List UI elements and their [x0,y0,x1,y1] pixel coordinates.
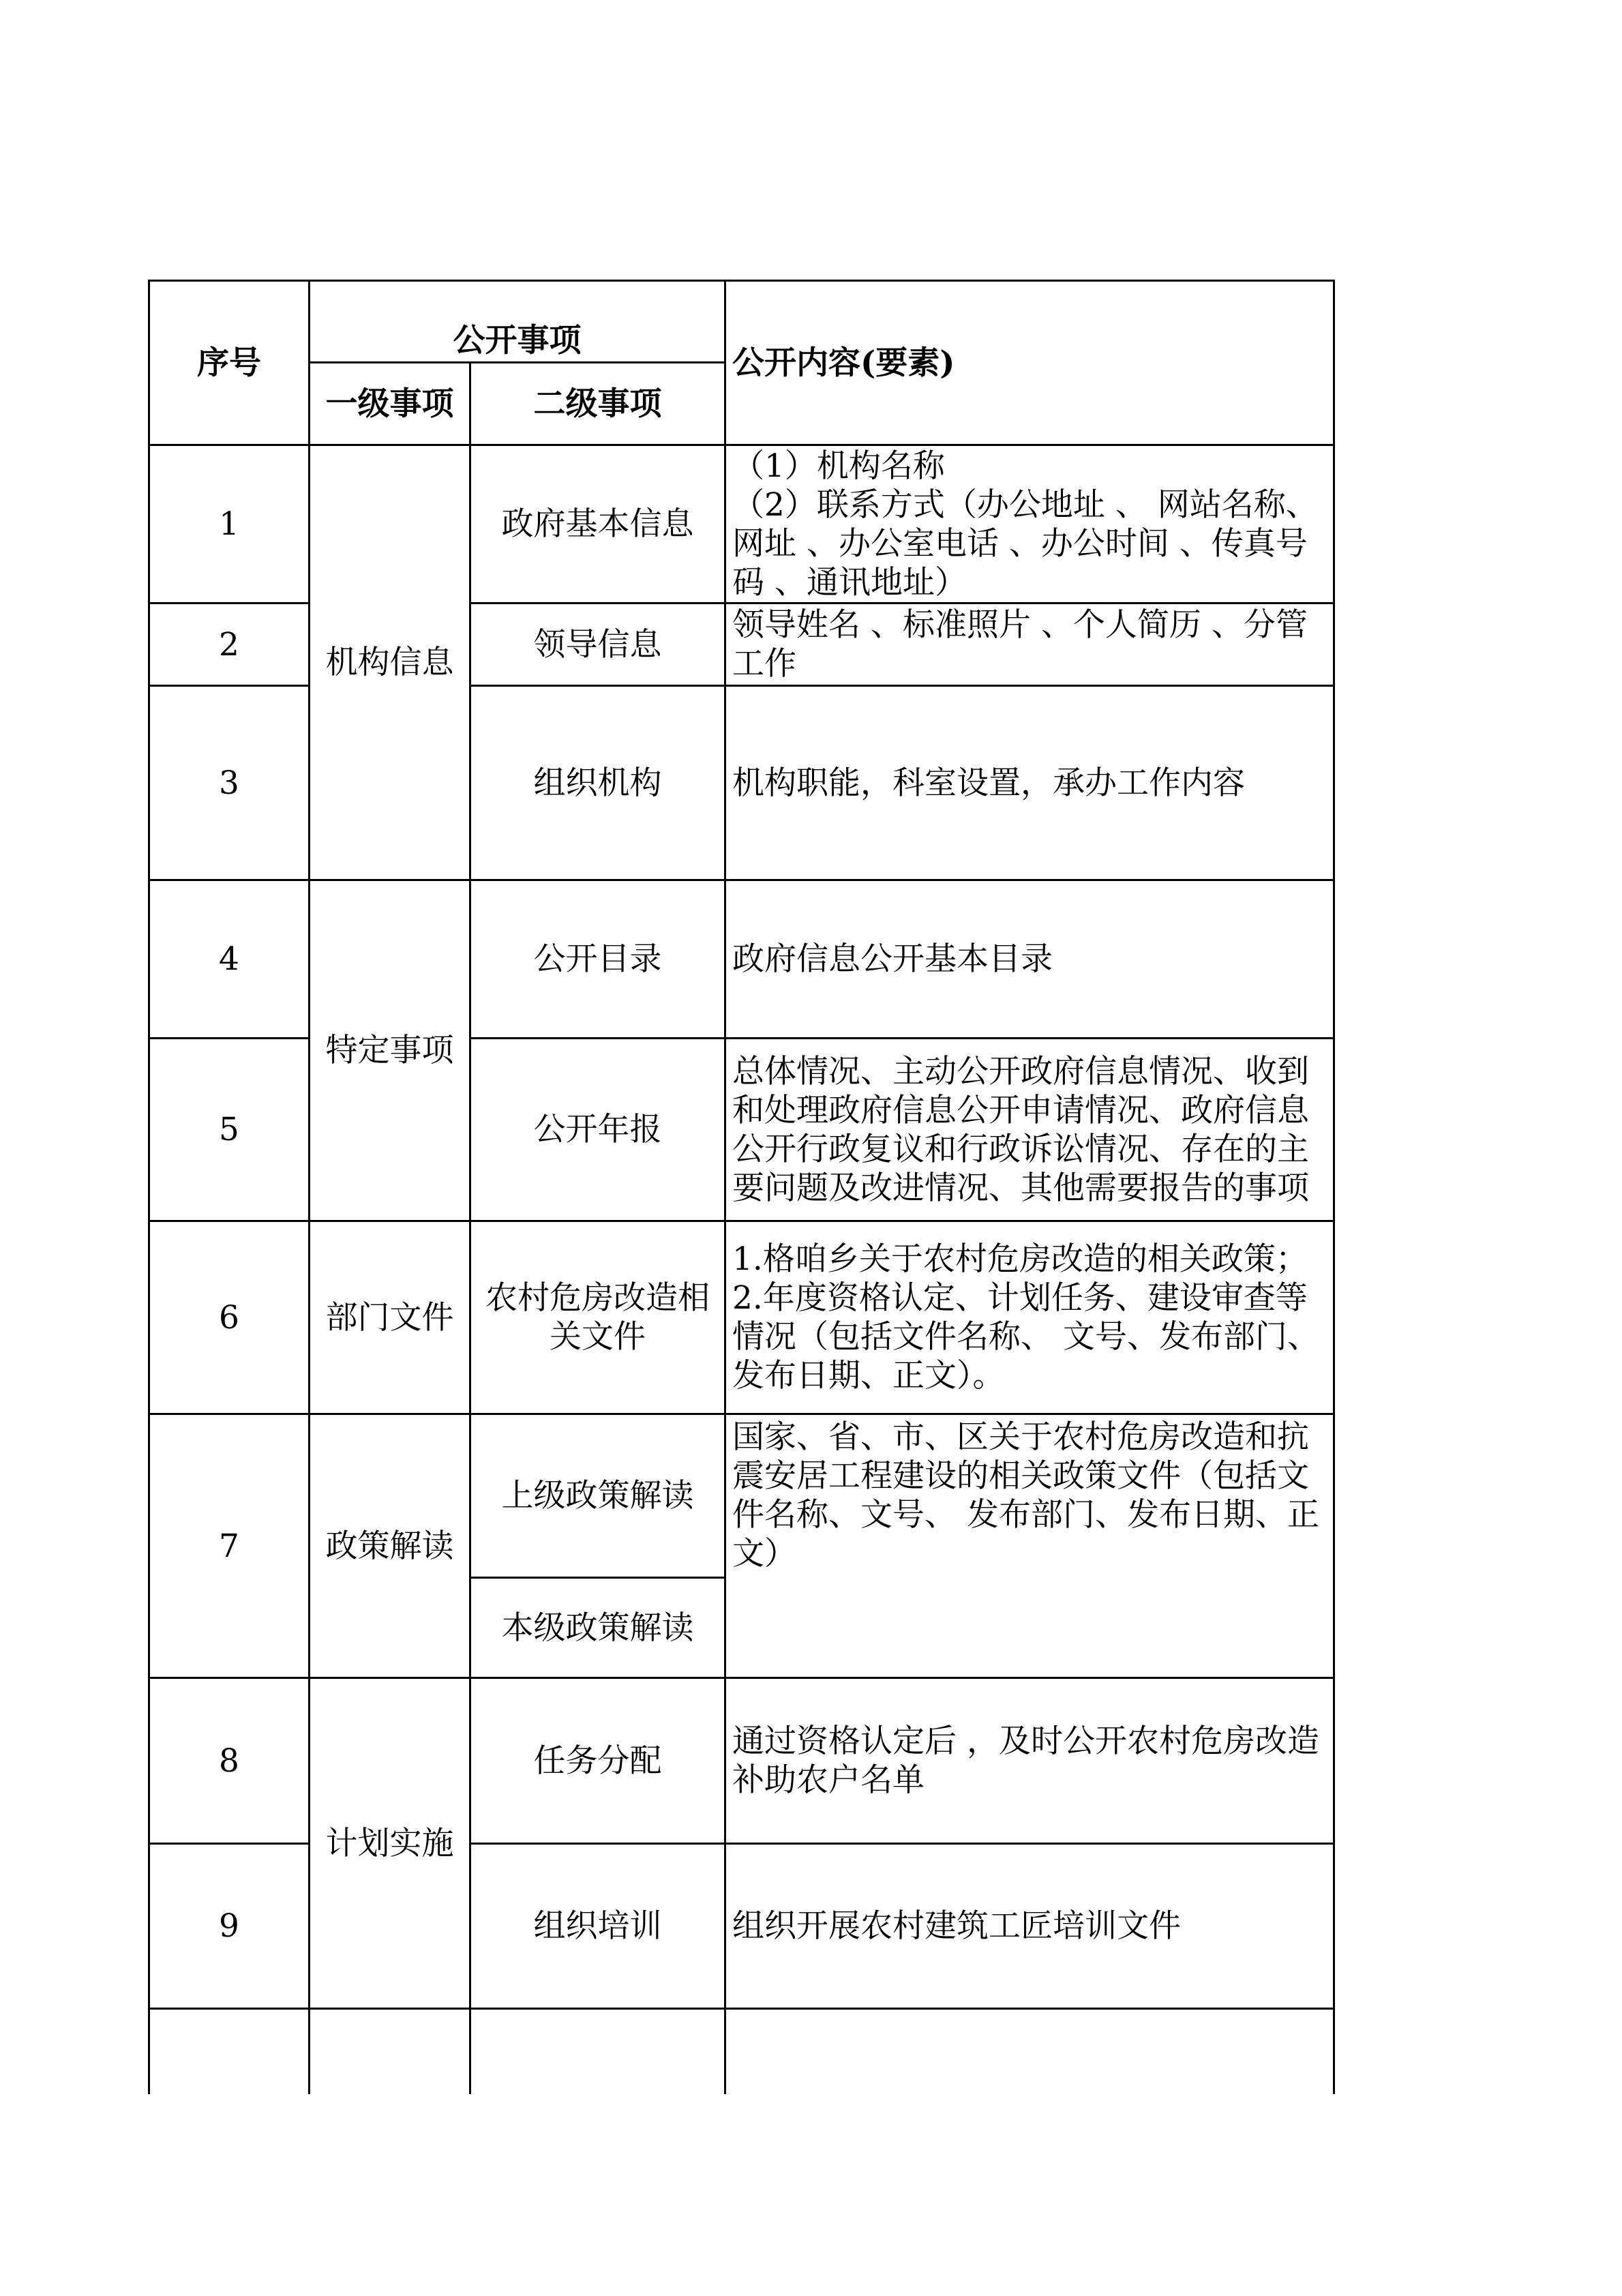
row-2-content [726,604,1333,685]
row-10-serial-empty [150,2010,308,2094]
group-plan-implementation-text: 计划实施 [325,1824,454,1862]
row-3-level2-text: 组织机构 [533,764,662,802]
row-7-level2-text: 上级政策解读 [501,1477,694,1515]
row-2-level2-text: 领导信息 [533,625,662,664]
row-6-serial-text: 6 [219,1298,239,1337]
row-8-content-line-1: 通过资格认定后 ，及时公开农村危房改造补助农户名单 [732,1723,1319,1799]
row-7-level2 [471,1415,724,1577]
row-2-content-line-1: 领导姓名 、标准照片 、个人简历 、分管工作 [732,606,1308,683]
row-4-content [726,881,1333,1037]
group-plan-implementation [310,1679,469,2008]
row-8-content [726,1679,1333,1843]
row-1-content [726,446,1333,602]
row-3-serial-text: 3 [219,764,239,802]
row-5-content [726,1039,1333,1220]
row-1-serial [150,446,308,602]
row-4-serial-text: 4 [219,940,239,978]
row-6-level2 [471,1222,724,1413]
header-disclosure-content [726,282,1333,444]
row-5-level2 [471,1039,724,1220]
group-dept-docs [310,1222,469,1413]
header-serial-number [150,282,308,444]
row-9-level2 [471,1845,724,2008]
row-10-content-empty [726,2010,1333,2094]
group-org-info [310,446,469,879]
row-2-serial-text: 2 [219,625,239,664]
group-specific-items [310,881,469,1220]
row-7-level2-sub [471,1579,724,1677]
row-9-serial-text: 9 [219,1907,239,1945]
row-6-level2-text: 农村危房改造相关文件 [485,1279,710,1356]
header-disclosure-items-text: 公开事项 [453,322,582,359]
row-1-level2 [471,446,724,602]
header-level1-items-text: 一级事项 [325,385,454,423]
row-1-level2-text: 政府基本信息 [501,505,694,543]
row-1-content-line-2: （2）联系方式（办公地址 、 网站名称、网址 、办公室电话 、办公时间 、传真号码 、通讯地址） [732,486,1318,601]
row-4-serial [150,881,308,1037]
header-level1-items [310,363,469,444]
row-6-content-line-1: 1.格咱乡关于农村危房改造的相关政策； [732,1240,1308,1278]
row-9-content-line-1: 组织开展农村建筑工匠培训文件 [732,1907,1181,1945]
group-dept-docs-text: 部门文件 [325,1298,454,1337]
row-3-level2 [471,687,724,879]
row-6-content [726,1222,1333,1413]
row-5-content-line-1: 总体情况、主动公开政府信息情况、收到和处理政府信息公开申请情况、政府信息公开行政复议和行政诉讼情况、存在的主要问题及改进情况、其他需要报告的事项 [732,1052,1309,1207]
row-2-serial [150,604,308,685]
header-level2-items [471,363,724,444]
row-8-level2 [471,1679,724,1843]
row-10-level1-empty [310,2010,469,2094]
row-9-content [726,1845,1333,2008]
group-policy-interpretation [310,1415,469,1677]
row-3-content [726,687,1333,879]
row-7-serial [150,1415,308,1677]
row-5-level2-text: 公开年报 [533,1111,662,1148]
disclosure-table [148,280,1335,2094]
row-4-content-line-1: 政府信息公开基本目录 [732,940,1053,978]
row-1-content-line-1: （1）机构名称 [732,447,945,485]
row-4-level2 [471,881,724,1037]
row-6-content-line-2: 2.年度资格认定、计划任务、建设审查等情况（包括文件名称、 文号、发布部门、发布日期、正文）。 [732,1279,1319,1395]
row-3-content-line-1: 机构职能，科室设置，承办工作内容 [732,764,1245,802]
row-7-content [726,1415,1333,1677]
row-5-serial-text: 5 [219,1111,239,1148]
row-8-serial-text: 8 [219,1742,239,1780]
row-6-serial [150,1222,308,1413]
header-disclosure-content-text: 公开内容(要素) [732,344,955,382]
row-1-serial-text: 1 [219,505,239,543]
row-2-level2 [471,604,724,685]
row-4-level2-text: 公开目录 [533,940,662,978]
row-3-serial [150,687,308,879]
group-org-info-text: 机构信息 [325,644,454,681]
group-policy-interpretation-text: 政策解读 [325,1527,454,1565]
row-9-serial [150,1845,308,2008]
row-7-level2-sub-text: 本级政策解读 [501,1609,694,1647]
group-specific-items-text: 特定事项 [325,1032,454,1069]
header-serial-number-text: 序号 [197,344,261,382]
row-10-level2-empty [471,2010,724,2094]
row-7-content-line-1: 国家、省、市、区关于农村危房改造和抗震安居工程建设的相关政策文件（包括文件名称、文号、 发布部门、发布日期、正文） [732,1418,1319,1572]
row-9-level2-text: 组织培训 [533,1907,662,1945]
row-8-level2-text: 任务分配 [533,1742,662,1780]
header-disclosure-items [310,282,724,361]
header-level2-items-text: 二级事项 [533,385,662,423]
row-5-serial [150,1039,308,1220]
row-7-serial-text: 7 [219,1527,239,1565]
row-8-serial [150,1679,308,1843]
